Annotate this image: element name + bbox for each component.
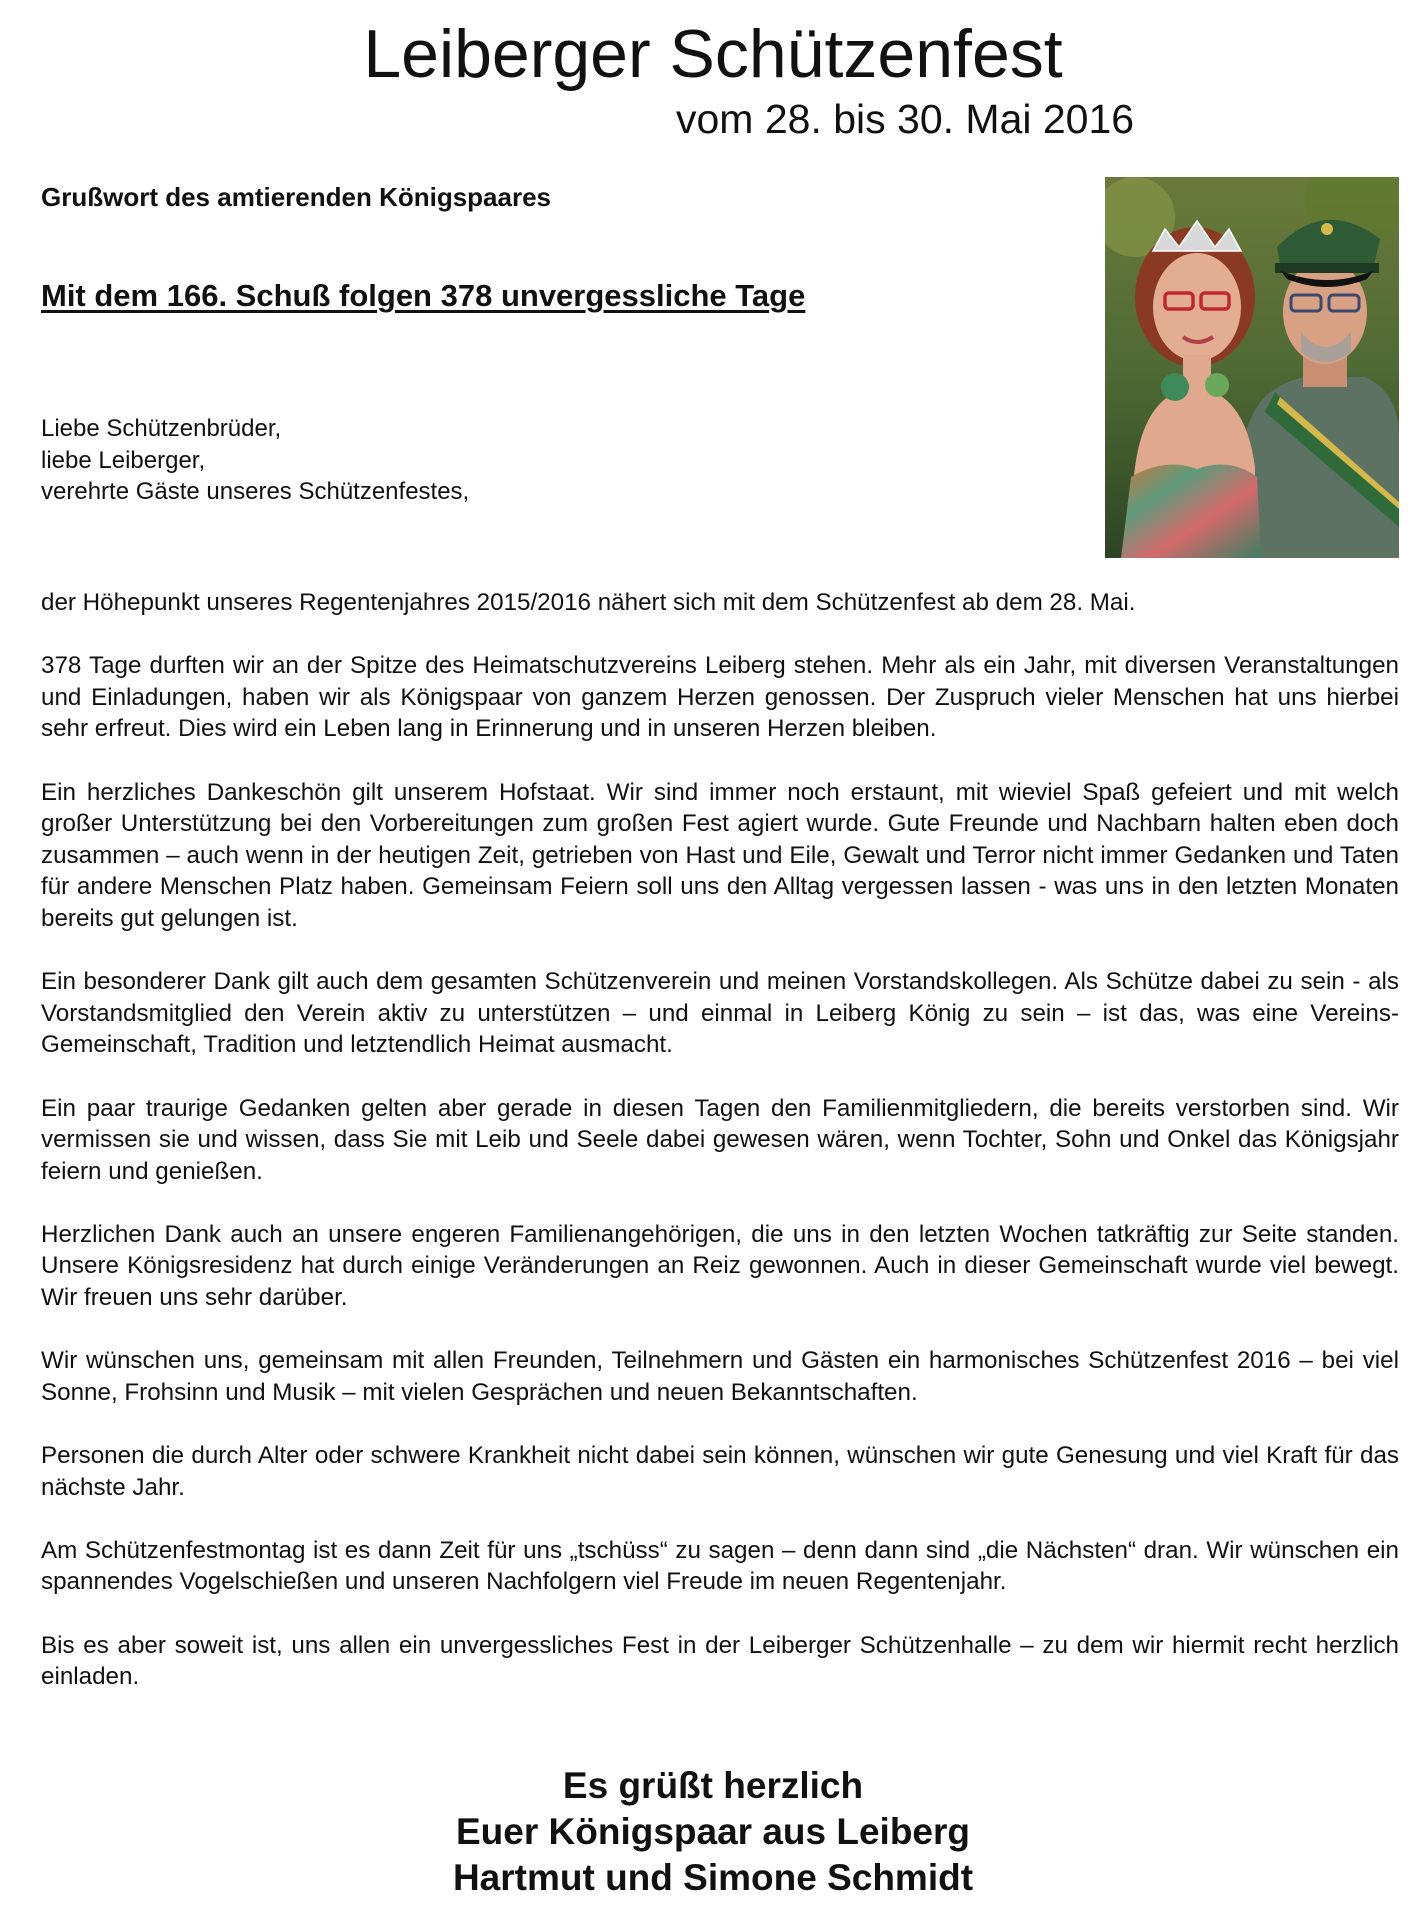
paragraph: der Höhepunkt unseres Regentenjahres 2015/2016 nähert sich mit dem Schützenfest ab dem 28. Mai. (41, 589, 1136, 616)
paragraph: Ein herzliches Dankeschön gilt unserem Hofstaat. Wir sind immer noch erstaunt, mit wieviel Spaß gefeiert und mit welch großer Unterstützung bei den Vorbereitungen zum großen Fest agiert wurde. Gute Freunde und Nachbarn halten eben doch zusammen – auch wenn in der heutigen Zeit, getrieben von Hast und Eile, Gewalt und Terror nicht immer Gedanken und Taten für andere Menschen Platz haben. Gemeinsam Feiern soll uns den Alltag vergessen lassen - was uns in den letzten Monaten bereits gut gelungen ist. (41, 778, 1399, 932)
royal-couple-photo (1105, 177, 1399, 558)
salutation-line: verehrte Gäste unseres Schützenfestes, (41, 478, 470, 505)
greeting-heading: Grußwort des amtierenden Königspaares (41, 182, 552, 212)
letter-body (41, 587, 1399, 1724)
signature-line: Es grüßt herzlich (562, 1765, 864, 1806)
paragraph: Bis es aber soweit ist, uns allen ein unvergessliches Fest in der Leiberger Schützenhalle – zu dem wir hiermit recht herzlich einladen. (41, 1631, 1399, 1691)
paragraph: Wir wünschen uns, gemeinsam mit allen Freunden, Teilnehmern und Gästen ein harmonisches Schützenfest 2016 – bei viel Sonne, Frohsinn und Musik – mit vielen Gesprächen und neuen Bekanntschaften. (41, 1347, 1399, 1406)
signature-block (0, 1763, 1426, 1901)
salutation-block (41, 413, 469, 508)
signature-line: Euer Königspaar aus Leiberg (455, 1811, 971, 1852)
salutation-line: Liebe Schützenbrüder, (41, 415, 282, 442)
paragraph: Am Schützenfestmontag ist es dann Zeit für uns „tschüss“ zu sagen – denn dann sind „die Nächsten“ dran. Wir wünschen ein spannendes Vogelschießen und unseren Nachfolgern viel Freude im neuen Regentenjahr. (41, 1536, 1399, 1596)
headline: Mit dem 166. Schuß folgen 378 unvergessliche Tage (41, 278, 806, 313)
paragraph: Ein besonderer Dank gilt auch dem gesamten Schützenverein und meinen Vorstandskollegen. Als Schütze dabei zu sein - als Vorstandsmitglied den Verein aktiv zu unterstützen – und einmal in Leiberg König zu sein – ist das, was eine Vereins-Gemeinschaft, Tradition und letztendlich Heimat ausmacht. (41, 968, 1399, 1059)
paragraph: Ein paar traurige Gedanken gelten aber gerade in diesen Tagen den Familienmitgliedern, die bereits verstorben sind. Wir vermissen sie und wissen, dass Sie mit Leib und Seele dabei gewesen wären, wenn Tochter, Sohn und Onkel das Königsjahr feiern und genießen. (41, 1094, 1399, 1185)
paragraph: Personen die durch Alter oder schwere Krankheit nicht dabei sein können, wünschen wir gute Genesung und viel Kraft für das nächste Jahr. (41, 1442, 1399, 1501)
document-title: Leiberger Schützenfest (363, 16, 1063, 92)
paragraph: Herzlichen Dank auch an unsere engeren Familienangehörigen, die uns in den letzten Wochen tatkräftig zur Seite standen. Unsere Königsresidenz hat durch einige Veränderungen an Reiz gewonnen. Auch in dieser Gemeinschaft wurde viel bewegt. Wir freuen uns sehr darüber. (41, 1220, 1399, 1312)
salutation-line: liebe Leiberger, (41, 446, 206, 474)
event-dates: vom 28. bis 30. Mai 2016 (676, 96, 1135, 142)
paragraph: 378 Tage durften wir an der Spitze des Heimatschutzvereins Leiberg stehen. Mehr als ein Jahr, mit diversen Veranstaltungen und Einladungen, haben wir als Königspaar von ganzem Herzen genossen. Der Zuspruch vieler Menschen hat uns hierbei sehr erfreut. Dies wird ein Leben lang in Erinnerung und in unseren Herzen bleiben. (41, 652, 1399, 743)
signature-line: Hartmut und Simone Schmidt (452, 1857, 974, 1898)
